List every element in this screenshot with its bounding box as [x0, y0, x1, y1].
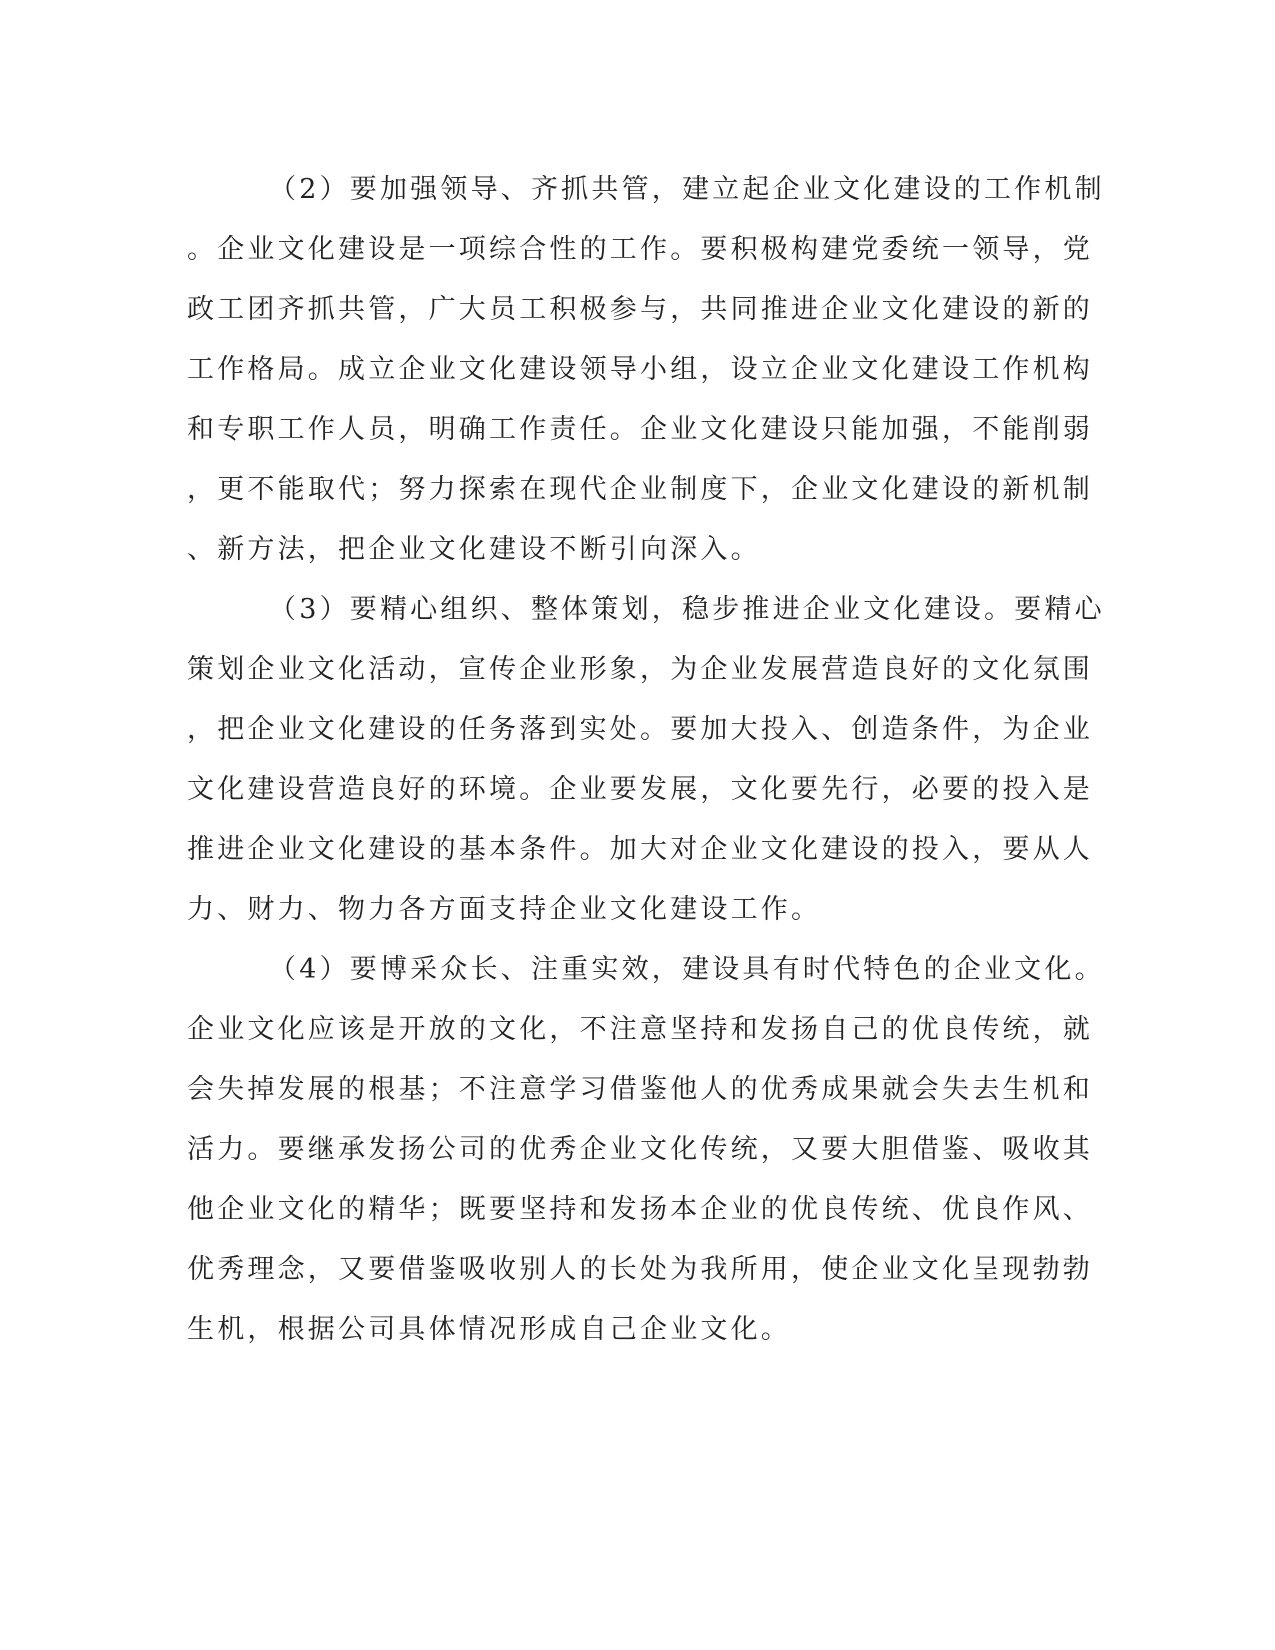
- text-line: 他企业文化的精华；既要坚持和发扬本企业的优良传统、优良作风、: [187, 1194, 1093, 1225]
- text-line: ，更不能取代；努力探索在现代企业制度下，企业文化建设的新机制: [187, 474, 1093, 505]
- paragraph-3: [187, 580, 1105, 940]
- text-line: 政工团齐抓共管，广大员工积极参与，共同推进企业文化建设的新的: [187, 294, 1093, 325]
- text-line: 企业文化应该是开放的文化，不注意坚持和发扬自己的优良传统，就: [187, 1014, 1093, 1045]
- text-line: 活力。要继承发扬公司的优秀企业文化传统，又要大胆借鉴、吸收其: [187, 1134, 1093, 1165]
- text-line: 和专职工作人员，明确工作责任。企业文化建设只能加强，不能削弱: [187, 414, 1093, 445]
- text-line: 会失掉发展的根基；不注意学习借鉴他人的优秀成果就会失去生机和: [187, 1074, 1093, 1105]
- paragraph-2: [187, 160, 1105, 580]
- body-text: [187, 160, 1105, 1360]
- text-line: （4）要博采众长、注重实效，建设具有时代特色的企业文化。: [269, 954, 1105, 985]
- text-line: 生机，根据公司具体情况形成自己企业文化。: [187, 1314, 791, 1345]
- text-line: 。企业文化建设是一项综合性的工作。要积极构建党委统一领导，党: [187, 234, 1093, 265]
- text-line: 、新方法，把企业文化建设不断引向深入。: [187, 534, 761, 565]
- text-line: 推进企业文化建设的基本条件。加大对企业文化建设的投入，要从人: [187, 834, 1093, 865]
- paragraph-4: [187, 940, 1105, 1360]
- text-line: ，把企业文化建设的任务落到实处。要加大投入、创造条件，为企业: [187, 714, 1093, 745]
- text-line: （3）要精心组织、整体策划，稳步推进企业文化建设。要精心: [269, 594, 1105, 625]
- text-line: 文化建设营造良好的环境。企业要发展，文化要先行，必要的投入是: [187, 774, 1093, 805]
- text-line: 策划企业文化活动，宣传企业形象，为企业发展营造良好的文化氛围: [187, 654, 1093, 685]
- text-line: 优秀理念，又要借鉴吸收别人的长处为我所用，使企业文化呈现勃勃: [187, 1254, 1093, 1285]
- text-line: 力、财力、物力各方面支持企业文化建设工作。: [187, 894, 822, 925]
- text-line: 工作格局。成立企业文化建设领导小组，设立企业文化建设工作机构: [187, 354, 1093, 385]
- text-line: （2）要加强领导、齐抓共管，建立起企业文化建设的工作机制: [269, 174, 1105, 205]
